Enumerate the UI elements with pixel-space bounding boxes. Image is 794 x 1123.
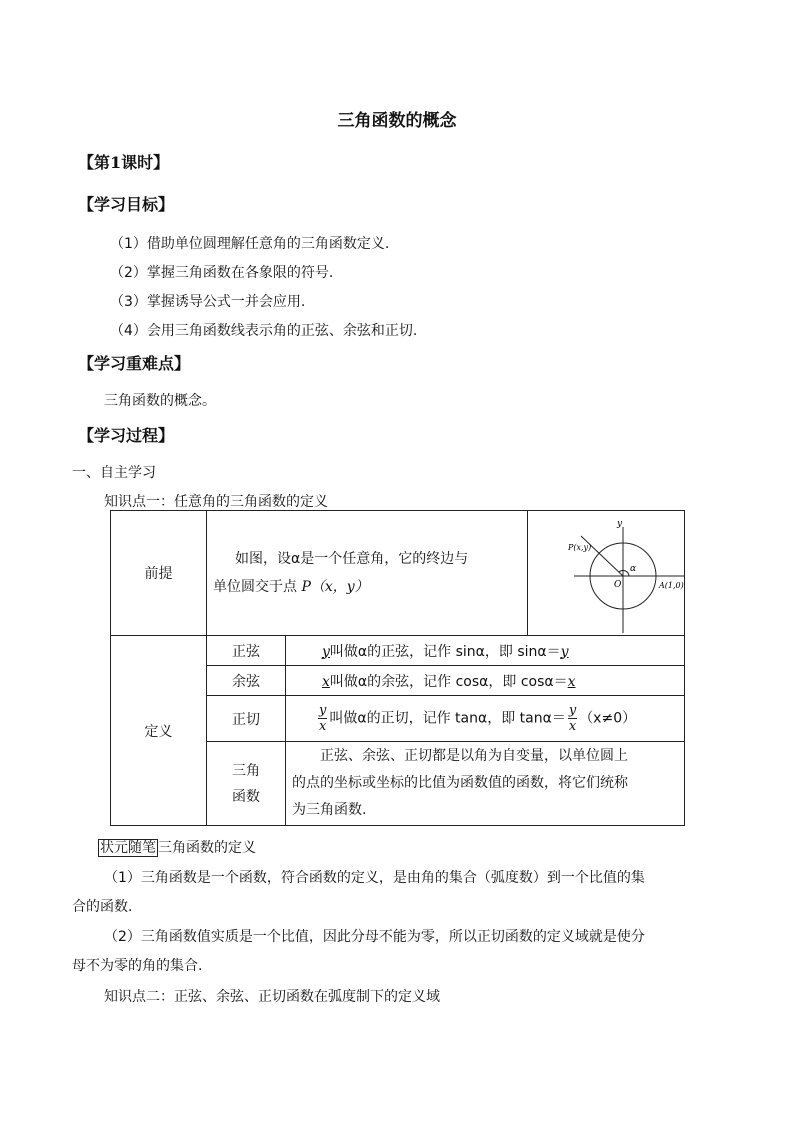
note-p2-line1: （2）三角函数值实质是一个比值，因此分母不能为零，所以正切函数的定义域就是使分 bbox=[104, 929, 645, 945]
origin-label: O bbox=[614, 580, 622, 590]
process-heading: 【学习过程】 bbox=[78, 426, 175, 445]
note-tag: 状元随笔 bbox=[100, 840, 156, 856]
tan-definition bbox=[286, 696, 685, 742]
note-p2-line2: 母不为零的角的集合. bbox=[72, 958, 203, 974]
y-axis-label: y bbox=[617, 519, 623, 529]
cos-definition bbox=[286, 666, 685, 696]
point-p-label: P(x,y) bbox=[568, 543, 592, 552]
page-title: 三角函数的概念 bbox=[337, 111, 457, 131]
trig-line2: 的点的坐标或坐标的比值为函数值的函数，将它们统称 bbox=[292, 775, 628, 791]
note-p1-line2: 合的函数. bbox=[72, 899, 133, 915]
tan-rhs-num: y bbox=[568, 703, 577, 718]
goal-item: （3）掌握诱导公式一并会应用. bbox=[110, 294, 306, 310]
key-points-heading: 【学习重难点】 bbox=[78, 354, 191, 373]
goal-item: （1）借助单位圆理解任意角的三角函数定义. bbox=[110, 236, 390, 252]
premise-line2: 单位圆交于点 bbox=[213, 579, 297, 595]
trig-definition bbox=[286, 742, 685, 826]
knowledge-point-2: 知识点二：正弦、余弦、正切函数在弧度制下的定义域 bbox=[104, 989, 440, 1005]
trig-line3: 为三角函数. bbox=[292, 802, 367, 818]
note-title: 三角函数的定义 bbox=[158, 840, 256, 856]
trig-line1: 正弦、余弦、正切都是以角为自变量，以单位圆上 bbox=[320, 748, 628, 764]
note-heading bbox=[98, 837, 256, 857]
premise-label: 前提 bbox=[111, 511, 207, 636]
tan-rhs-den: x bbox=[568, 719, 577, 734]
sin-definition bbox=[286, 636, 685, 666]
goal-item: （2）掌握三角函数在各象限的符号. bbox=[110, 265, 334, 281]
knowledge-point-1: 知识点一：任意角的三角函数的定义 bbox=[104, 494, 328, 510]
trig-name bbox=[207, 742, 286, 826]
trig-name-line1: 三角 bbox=[232, 762, 260, 779]
unit-circle-figure bbox=[528, 511, 684, 635]
unit-circle-figure-cell bbox=[528, 511, 685, 636]
alpha-label: α bbox=[630, 564, 637, 574]
premise-cell bbox=[207, 511, 528, 636]
tan-lhs-fraction bbox=[318, 704, 327, 733]
terminal-side-line bbox=[581, 536, 623, 576]
premise-line1: 如图，设α是一个任意角，它的终边与 bbox=[235, 551, 469, 567]
cos-name: 余弦 bbox=[207, 666, 286, 696]
definition-label: 定义 bbox=[111, 636, 207, 826]
sin-y: y bbox=[322, 643, 330, 660]
definition-table bbox=[110, 510, 685, 826]
sin-name: 正弦 bbox=[207, 636, 286, 666]
goals-heading: 【学习目标】 bbox=[78, 195, 175, 214]
premise-point: P（x，y） bbox=[301, 579, 369, 595]
key-points-text: 三角函数的概念。 bbox=[104, 393, 216, 409]
tan-lhs-den: x bbox=[319, 719, 327, 734]
sin-value: y bbox=[560, 643, 569, 660]
tan-rhs-fraction bbox=[568, 704, 577, 733]
cos-text: 叫做α的余弦，记作 cosα，即 cosα＝ bbox=[329, 673, 568, 690]
tan-condition: （x≠0） bbox=[579, 710, 637, 727]
sin-text: 叫做α的正弦，记作 sinα，即 sinα＝ bbox=[329, 643, 561, 660]
tan-name: 正切 bbox=[207, 696, 286, 742]
point-a-label: A(1,0) bbox=[659, 581, 684, 590]
cos-x: x bbox=[322, 673, 330, 690]
lesson-heading: 【第1课时】 bbox=[78, 153, 170, 172]
tan-text: 叫做α的正切，记作 tanα，即 tanα＝ bbox=[329, 710, 566, 727]
goal-item: （4）会用三角函数线表示角的正弦、余弦和正切. bbox=[110, 323, 418, 339]
note-p1-line1: （1）三角函数是一个函数，符合函数的定义，是由角的集合（弧度数）到一个比值的集 bbox=[104, 870, 645, 886]
section-self-study: 一、自主学习 bbox=[72, 465, 156, 481]
tan-lhs-num: y bbox=[319, 703, 327, 718]
trig-name-line2: 函数 bbox=[232, 788, 260, 805]
cos-value: x bbox=[567, 673, 576, 690]
